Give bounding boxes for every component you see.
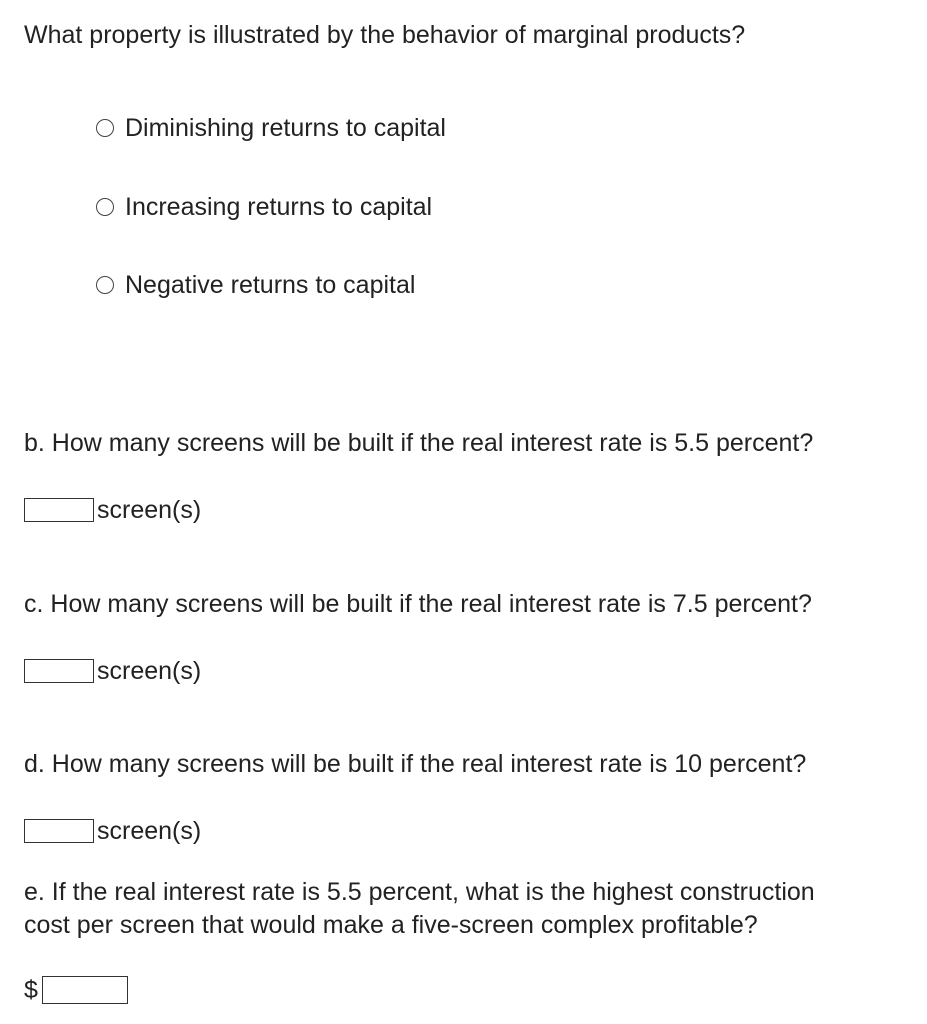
radio-circle-icon[interactable] xyxy=(96,119,114,137)
question-d-text: d. How many screens will be built if the real interest rate is 10 percent? xyxy=(24,750,807,778)
option-label: Negative returns to capital xyxy=(125,271,416,299)
question-b-unit: screen(s) xyxy=(97,496,202,524)
question-e-input[interactable] xyxy=(42,976,128,1004)
option-label: Diminishing returns to capital xyxy=(125,114,446,142)
question-d-unit: screen(s) xyxy=(97,817,202,845)
radio-circle-icon[interactable] xyxy=(96,276,114,294)
question-b-text: b. How many screens will be built if the real interest rate is 5.5 percent? xyxy=(24,429,814,457)
question-e-answer-row xyxy=(24,975,128,1005)
dollar-sign: $ xyxy=(24,976,38,1004)
question-d-answer-row xyxy=(24,817,201,845)
question-c-unit: screen(s) xyxy=(97,657,202,685)
question-a-text: What property is illustrated by the behavior of marginal products? xyxy=(24,21,746,49)
question-d-input[interactable] xyxy=(24,819,94,843)
question-c-input[interactable] xyxy=(24,659,94,683)
question-e-text-line1: e. If the real interest rate is 5.5 percent, what is the highest construction xyxy=(24,878,815,906)
question-c-answer-row xyxy=(24,657,201,685)
radio-circle-icon[interactable] xyxy=(96,198,114,216)
question-c-text: c. How many screens will be built if the real interest rate is 7.5 percent? xyxy=(24,590,812,618)
question-b-input[interactable] xyxy=(24,498,94,522)
question-b-answer-row xyxy=(24,496,201,524)
option-negative-returns[interactable] xyxy=(96,270,415,300)
option-increasing-returns[interactable] xyxy=(96,192,432,222)
question-e-text-line2: cost per screen that would make a five-screen complex profitable? xyxy=(24,911,758,939)
option-diminishing-returns[interactable] xyxy=(96,113,446,143)
option-label: Increasing returns to capital xyxy=(125,193,433,221)
